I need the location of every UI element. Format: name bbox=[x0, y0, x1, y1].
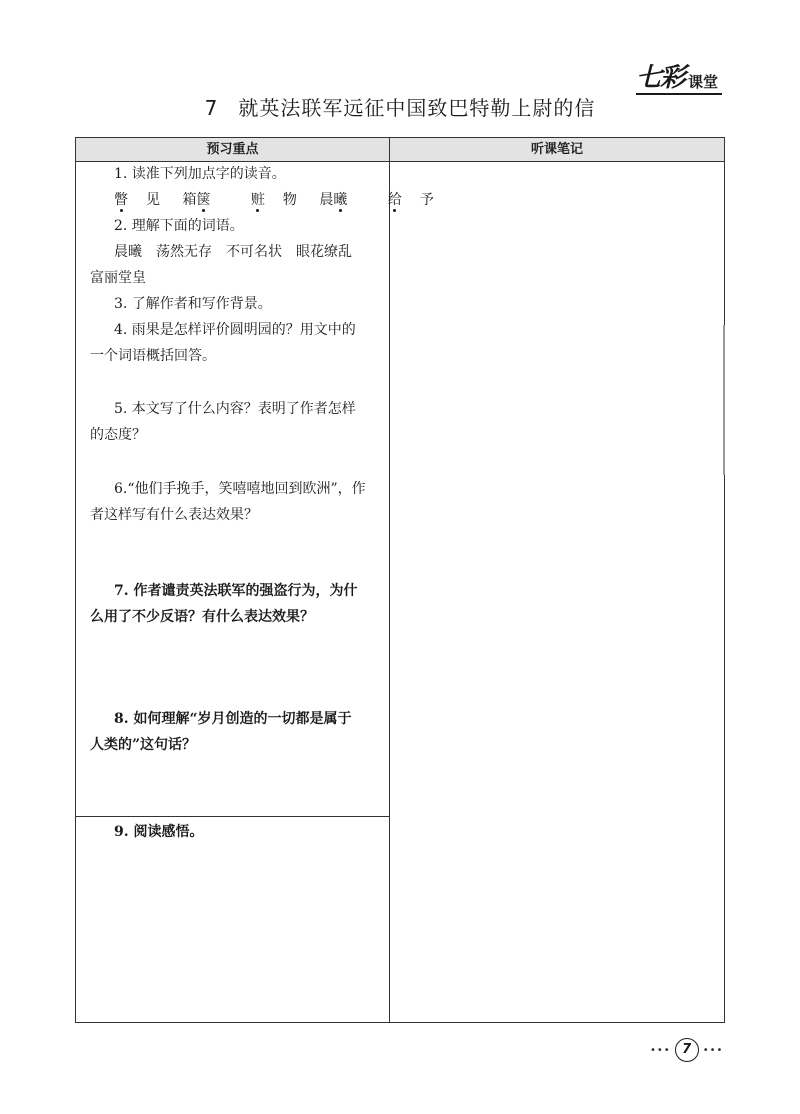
study-table bbox=[75, 137, 725, 1023]
q9-prompt: 9. 阅读感悟。 bbox=[114, 824, 204, 840]
q6-line1: 6.“他们手挽手，笑嘻嘻地回到欧洲”，作 bbox=[114, 481, 366, 497]
q4-line1: 4. 雨果是怎样评价圆明园的？用文中的 bbox=[114, 322, 356, 338]
q1-word: 箱箧 bbox=[182, 192, 211, 208]
q1-word-dotted-char: 箧 bbox=[196, 192, 211, 208]
q2-terms-line1: 晨曦 荡然无存 不可名状 眼花缭乱 bbox=[114, 244, 352, 260]
q8-line2: 人类的”这句话？ bbox=[90, 737, 197, 753]
page-number-badge bbox=[650, 1038, 723, 1062]
lesson-number: 7 bbox=[204, 96, 219, 120]
header-lecture-notes: 听课笔记 bbox=[530, 142, 583, 157]
brand-logo bbox=[636, 64, 718, 92]
lesson-title-text: 就英法联军远征中国致巴特勒上尉的信 bbox=[238, 96, 596, 120]
q1-word: 晨曦 bbox=[319, 192, 348, 208]
q2-prompt: 2. 理解下面的词语。 bbox=[114, 218, 244, 234]
page-edge-shadow bbox=[723, 325, 725, 475]
table-header-row bbox=[76, 138, 724, 162]
logo-main-text: 七彩 bbox=[636, 63, 685, 93]
q1-word-dotted-char: 曦 bbox=[333, 192, 348, 208]
q3-prompt: 3. 了解作者和写作背景。 bbox=[114, 296, 272, 312]
q1-prompt: 1. 读准下列加点字的读音。 bbox=[114, 166, 286, 182]
q1-word: 瞥 见 bbox=[114, 192, 160, 208]
q7-line1: 7. 作者谴责英法联军的强盗行为，为什 bbox=[114, 583, 358, 599]
page-number: 7 bbox=[675, 1038, 699, 1062]
header-preview-focus: 预习重点 bbox=[206, 142, 259, 157]
page-dots-left: ••• bbox=[650, 1044, 671, 1056]
q5-line2: 的态度？ bbox=[90, 427, 146, 443]
q1-word-dotted-char: 瞥 bbox=[114, 192, 128, 208]
q4-line2: 一个词语概括回答。 bbox=[90, 348, 216, 364]
q1-word: 给 予 bbox=[387, 192, 434, 208]
q2-terms-line2: 富丽堂皇 bbox=[90, 270, 146, 286]
page-dots-right: ••• bbox=[702, 1044, 724, 1056]
q1-word: 赃 物 bbox=[250, 192, 297, 208]
q1-word-list bbox=[114, 190, 452, 210]
lesson-title bbox=[0, 92, 800, 121]
q8-line1: 8. 如何理解“岁月创造的一切都是属于 bbox=[114, 711, 352, 727]
q6-line2: 者这样写有什么表达效果？ bbox=[90, 507, 258, 523]
q5-line1: 5. 本文写了什么内容？表明了作者怎样 bbox=[114, 401, 356, 417]
row-divider bbox=[76, 816, 390, 817]
column-divider bbox=[389, 138, 390, 1022]
q7-line2: 么用了不少反语？有什么表达效果？ bbox=[90, 609, 314, 625]
logo-sub-text: 课堂 bbox=[688, 73, 719, 91]
q1-word-dotted-char: 给 bbox=[387, 192, 402, 208]
q1-word-dotted-char: 赃 bbox=[250, 192, 265, 208]
